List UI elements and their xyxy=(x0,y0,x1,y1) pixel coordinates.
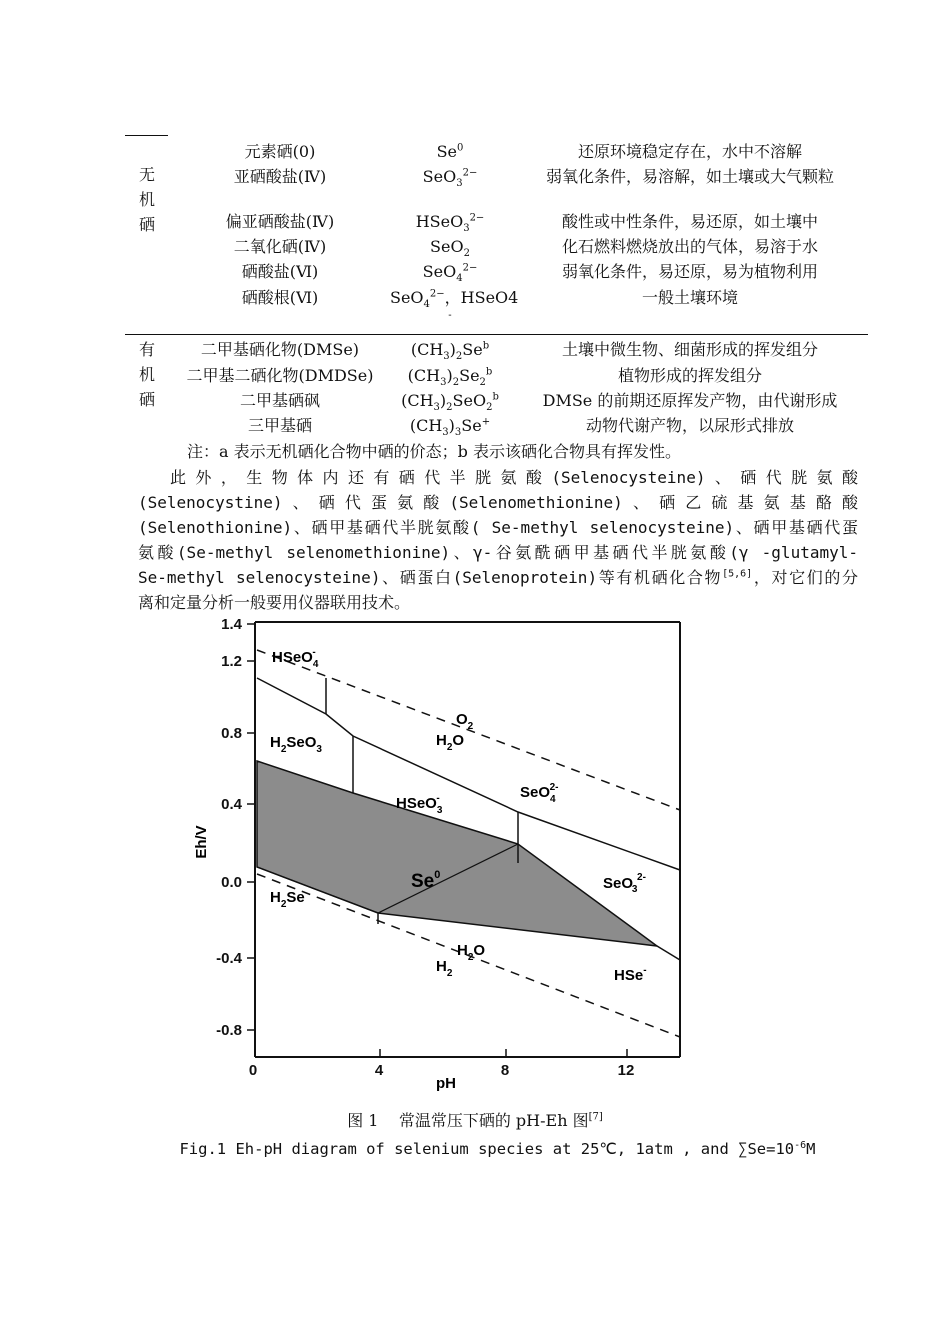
species-label-h2seo3: $H_2SeO_3$ xyxy=(270,734,322,755)
figure-caption-en xyxy=(0,1139,950,1159)
x-tick-label: 0 xyxy=(248,1062,258,1079)
y-tick-label: -0.4 xyxy=(216,950,242,967)
y-tick-label: 1.2 xyxy=(221,653,242,670)
organic-label-char: 硒 xyxy=(139,390,156,409)
table-note: 注：a 表示无机硒化合物中硒的价态；b 表示该硒化合物具有挥发性。 xyxy=(187,442,681,461)
paragraph-line: 氨酸(Se-methyl selenomethionine)、γ-谷氨酰硒甲基硒代半胱氨酸(γ -glutamyl- xyxy=(138,543,858,562)
compound-description: 酸性或中性条件，易还原，如土壤中 xyxy=(561,212,818,231)
x-tick-label: 8 xyxy=(500,1062,510,1079)
compound-name: 二甲基硒砜 xyxy=(239,391,320,410)
y-tick-label: 0.0 xyxy=(221,874,242,891)
compound-name: 硒酸盐(Ⅵ) xyxy=(241,262,319,281)
compound-description: 还原环境稳定存在，水中不溶解 xyxy=(577,142,802,161)
paragraph-line xyxy=(138,565,858,590)
compound-name: 二甲基硒化物(DMSe) xyxy=(200,340,360,359)
paragraph-text: Se-methyl selenocysteine)、硒蛋白(Selenoprotein)等有机硒化合物 xyxy=(138,568,723,587)
compound-name: 二甲基二硒化物(DMDSe) xyxy=(186,366,374,385)
species-label-se0: Se$^0$ xyxy=(411,869,441,892)
compound-formula: $(CH_3)_2Se^b$ xyxy=(410,340,490,363)
compound-name: 二氧化硒(Ⅳ) xyxy=(233,237,327,256)
compound-description: 弱氧化条件，易还原，易为植物利用 xyxy=(561,262,818,281)
table-separator-rule xyxy=(125,334,868,335)
compound-name: 硒酸根(Ⅵ) xyxy=(241,288,319,307)
compound-formula: SeO$_4^{2-}$ xyxy=(422,262,478,285)
species-label-o2: $O_2$ xyxy=(456,711,474,732)
compound-name: 三甲基硒 xyxy=(247,416,312,435)
compound-description: DMSe 的前期还原挥发产物，由代谢形成 xyxy=(542,391,838,410)
species-label-hseo3: HSeO$_3$- xyxy=(396,793,443,816)
y-axis-label: Eh/V xyxy=(193,825,210,859)
compound-description: 土壤中微生物、细菌形成的挥发组分 xyxy=(561,340,818,359)
compound-description: 一般土壤环境 xyxy=(641,288,738,307)
inorganic-group-label xyxy=(139,165,159,240)
caption-en-unit: M xyxy=(806,1140,816,1158)
compound-formula: SeO$_3^{2-}$ xyxy=(422,167,478,190)
species-label-h2o-upper: $H_2O$ xyxy=(436,732,465,753)
inorganic-label-char: 机 xyxy=(139,190,156,209)
species-label-h2: $H_2$ xyxy=(436,958,453,979)
organic-label-char: 机 xyxy=(139,365,156,384)
paragraph-line: (Selenothionine)、硒甲基硒代半胱氨酸( Se-methyl selenocysteine)、硒甲基硒代蛋 xyxy=(138,518,858,537)
organic-group-label xyxy=(139,340,159,415)
se0-field xyxy=(257,761,657,946)
paragraph-line: 离和定量分析一般要用仪器联用技术。 xyxy=(138,593,411,612)
x-ticks xyxy=(255,1049,627,1057)
table-top-left-rule xyxy=(125,135,168,136)
figure-caption-cn xyxy=(0,1111,950,1131)
x-tick-label: 4 xyxy=(374,1062,384,1079)
y-tick-label: 0.8 xyxy=(221,725,242,742)
y-ticks xyxy=(247,624,255,1030)
species-label-hseo4: HSeO$_4$- xyxy=(272,647,319,670)
compound-name: 亚硒酸盐(Ⅳ) xyxy=(233,167,327,186)
compound-formula: $(CH_3)_2Se_2^b$ xyxy=(407,366,493,389)
caption-figure-number: 图 1 xyxy=(347,1111,379,1130)
compound-name: 偏亚硒酸盐(Ⅳ) xyxy=(225,212,335,231)
compound-description: 化石燃料燃烧放出的气体，易溶于水 xyxy=(561,237,818,256)
x-axis-label: pH xyxy=(436,1075,456,1092)
caption-en-exponent: -6 xyxy=(794,1139,807,1151)
eh-ph-diagram xyxy=(190,612,710,1097)
inorganic-label-char: 硒 xyxy=(139,215,156,234)
compound-formula: SeO$_2$ xyxy=(430,237,470,260)
compound-formula: $(CH_3)_3Se^+$ xyxy=(409,416,491,439)
compound-formula: Se$^0$ xyxy=(436,142,464,161)
x-tick-label: 12 xyxy=(617,1062,635,1079)
caption-citation: [7] xyxy=(588,1111,603,1123)
paragraph-line: 此外，生物体内还有硒代半胱氨酸(Selenocysteine)、硒代胱氨酸 xyxy=(170,468,858,487)
citation-ref: [5,6] xyxy=(722,568,753,580)
caption-en-text: Fig.1 Eh-pH diagram of selenium species at 25℃, 1atm , and ∑Se=10 xyxy=(179,1140,795,1158)
inorganic-label-char: 无 xyxy=(139,165,156,184)
species-label-seo3: SeO $^{2-}$3 xyxy=(603,872,646,895)
paragraph-text: ，对它们的分 xyxy=(752,568,858,587)
compound-formula: SeO$_4^{2-}$，HSeO4 xyxy=(390,288,519,311)
caption-title: 常温常压下硒的 pH-Eh 图 xyxy=(398,1111,589,1130)
y-tick-label: 0.4 xyxy=(221,796,242,813)
boundary-hse xyxy=(657,946,680,960)
paragraph-line: (Selenocystine)、硒代蛋氨酸(Selenomethionine)、硒乙硫基氨基酪酸 xyxy=(138,493,858,512)
body-paragraph xyxy=(138,465,858,615)
compound-description: 弱氧化条件，易溶解，如土壤或大气颗粒 xyxy=(545,167,834,186)
species-label-h2o-lower: $H_2O$ xyxy=(457,942,486,963)
y-tick-label: 1.4 xyxy=(221,616,242,633)
species-label-h2se: $H_2Se$ xyxy=(270,889,305,910)
species-label-seo4: SeO$_4$2- xyxy=(520,782,559,805)
compound-name: 元素硒(0) xyxy=(244,142,316,161)
y-tick-label: -0.8 xyxy=(216,1022,242,1039)
organic-label-char: 有 xyxy=(139,340,156,359)
compound-description: 动物代谢产物，以尿形式排放 xyxy=(585,416,794,435)
formula-wrap-char: - xyxy=(448,310,452,321)
species-label-hse: HSe- xyxy=(614,965,647,984)
compound-formula: $(CH_3)_2SeO_2^b$ xyxy=(401,391,499,414)
compound-formula: HSeO$_3^{2-}$ xyxy=(415,212,485,235)
compound-description: 植物形成的挥发组分 xyxy=(617,366,762,385)
